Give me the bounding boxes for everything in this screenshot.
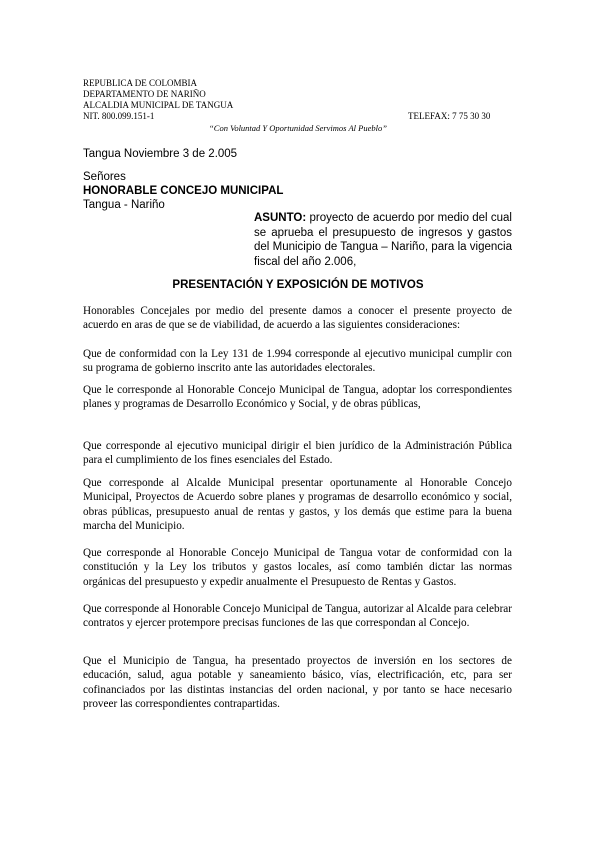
asunto-text: proyecto de acuerdo por medio del cual se aprueba el presupuesto de ingresos y gastos del Municipio de Tangua – Nariño, para la vigencia fiscal del año 2.006, [254, 212, 512, 268]
recipient-place: Tangua - Nariño [83, 199, 165, 211]
paragraph-intro: Honorables Concejales por medio del presente damos a conocer el presente proyecto de acuerdo en aras de que se de viabilidad, de acuerdo a las siguientes consideraciones: [83, 305, 512, 332]
paragraph-tributos: Que corresponde al Honorable Concejo Municipal de Tangua votar de conformidad con la constitución y la Ley los tributos y gastos locales, así como también dictar las normas orgánicas del presupuesto y expedir anualmente el Presupuesto de Rentas y Gastos. [83, 547, 512, 588]
header-nit: NIT. 800.099.151-1 [83, 111, 155, 121]
date-line: Tangua Noviembre 3 de 2.005 [83, 148, 238, 160]
header-municipality: ALCALDIA MUNICIPAL DE TANGUA [83, 100, 234, 110]
asunto-block [254, 211, 512, 269]
paragraph-contratos: Que corresponde al Honorable Concejo Municipal de Tangua, autorizar al Alcalde para celebrar contratos y ejercer protempore precisas funciones de las que correspondan al Concejo. [83, 603, 512, 630]
paragraph-ley-131: Que de conformidad con la Ley 131 de 1.994 corresponde al ejecutivo municipal cumplir con su programa de gobierno inscrito ante las autoridades electorales. [83, 348, 512, 375]
paragraph-administracion: Que corresponde al ejecutivo municipal dirigir el bien jurídico de la Administración Pública para el cumplimiento de los fines esenciales del Estado. [83, 440, 512, 467]
paragraph-inversion: Que el Municipio de Tangua, ha presentado proyectos de inversión en los sectores de educación, salud, agua potable y saneamiento básico, vías, electrificación, etc, para ser cofinanciados por las distintas instancias del orden nacional, y por tanto se hace necesario proveer las correspondientes contrapartidas. [83, 655, 512, 710]
asunto-label: ASUNTO: [254, 212, 307, 224]
header-telefax: TELEFAX: 7 75 30 30 [408, 111, 491, 121]
paragraph-proyectos-acuerdo: Que corresponde al Alcalde Municipal presentar oportunamente al Honorable Concejo Municipal, Proyectos de Acuerdo sobre planes y programas de desarrollo económico y social, obras públicas, presupuesto anual de rentas y gastos, y los demás que estime para la buena marcha del Municipio. [83, 477, 512, 532]
header-country: REPUBLICA DE COLOMBIA [83, 78, 198, 88]
section-title: PRESENTACIÓN Y EXPOSICIÓN DE MOTIVOS [172, 279, 424, 291]
header-motto: “Con Voluntad Y Oportunidad Servimos Al Pueblo” [209, 123, 387, 133]
header-department: DEPARTAMENTO DE NARIÑO [83, 89, 206, 99]
recipient-salutation: Señores [83, 171, 126, 183]
recipient-name: HONORABLE CONCEJO MUNICIPAL [83, 185, 284, 197]
paragraph-planes: Que le corresponde al Honorable Concejo Municipal de Tangua, adoptar los correspondientes planes y programas de Desarrollo Económico y Social, y de obras públicas, [83, 384, 512, 411]
